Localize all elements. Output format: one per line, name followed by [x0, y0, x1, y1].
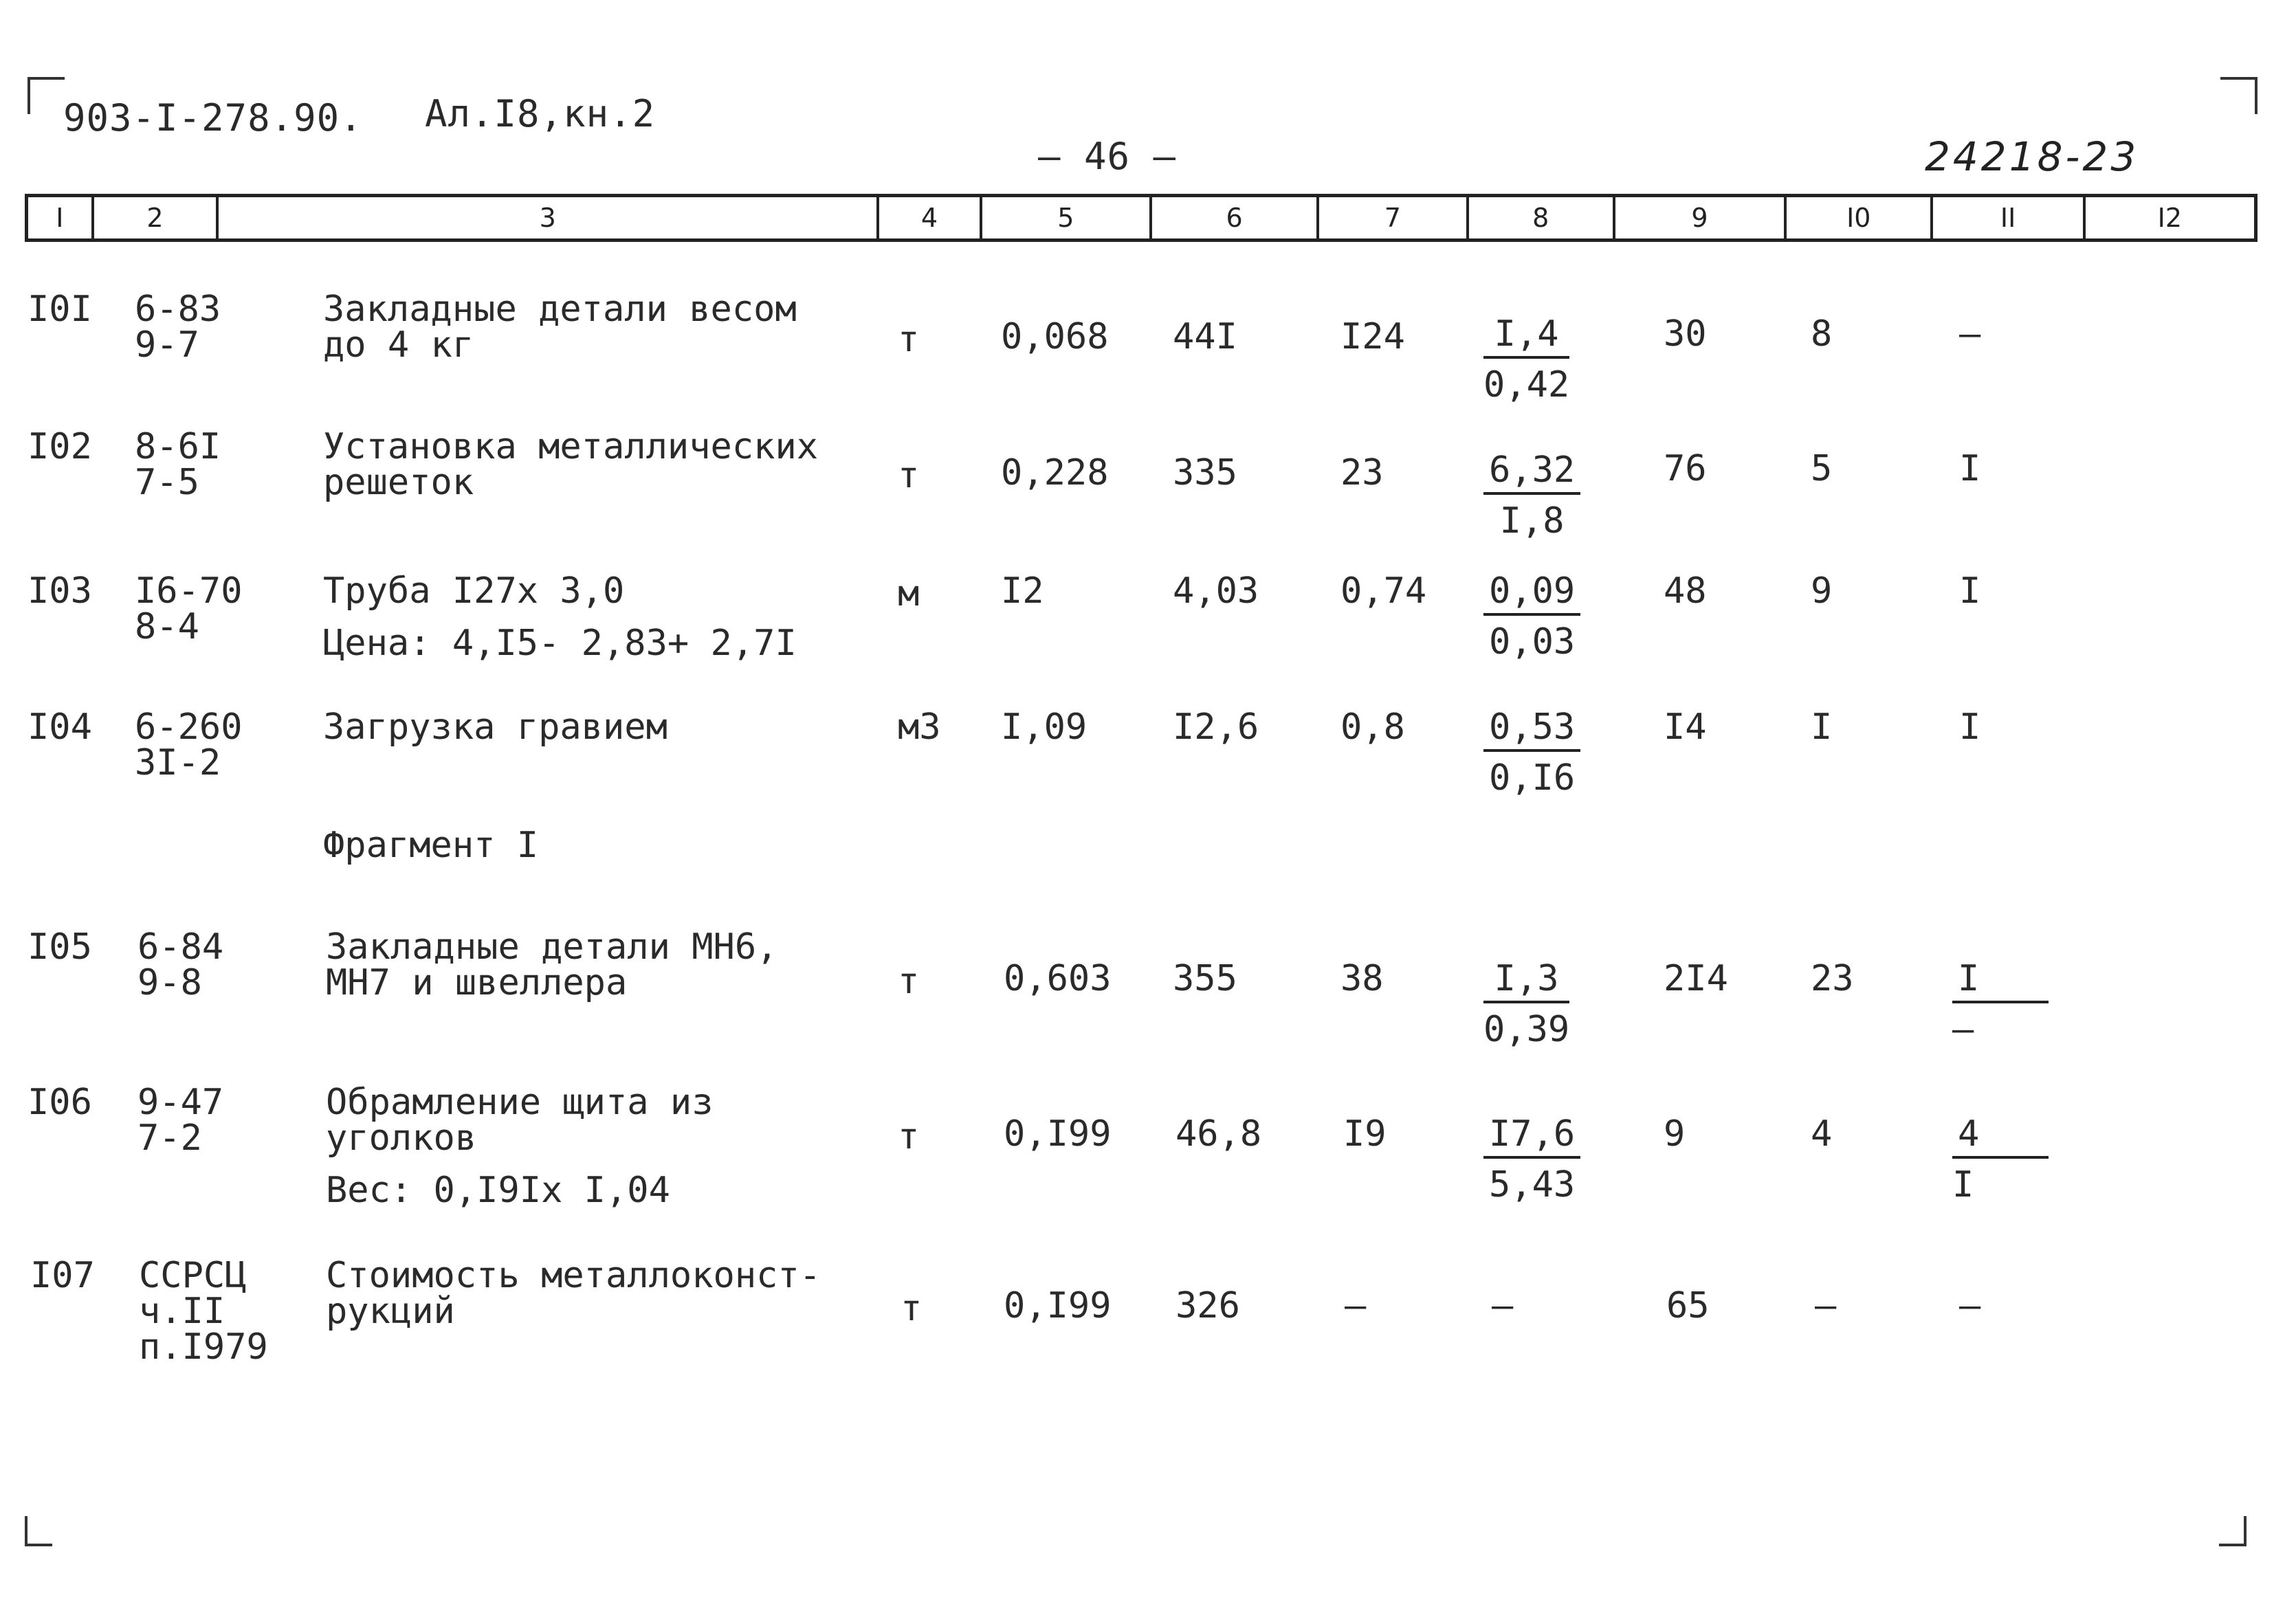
- fraction-numerator: 0,53: [1483, 709, 1580, 752]
- album-reference: Ал.I8,кн.2: [425, 92, 656, 135]
- row-number: I05: [27, 926, 92, 968]
- column-header: 2: [94, 197, 219, 238]
- quantity: 0,068: [1001, 316, 1109, 357]
- page-number: — 46 —: [1038, 135, 1177, 178]
- column-10-value: 9: [1811, 570, 1833, 612]
- unit: т: [898, 455, 920, 496]
- column-10-value: 23: [1811, 958, 1854, 999]
- unit: т: [898, 1116, 920, 1157]
- code-line-1: 6-84: [137, 926, 224, 968]
- column-7-value: 38: [1340, 958, 1384, 999]
- quantity: 0,228: [1001, 452, 1109, 493]
- column-9-value: 76: [1664, 448, 1707, 489]
- work-name-line-1: Закладные детали весом: [323, 289, 797, 330]
- fraction-denominator: 5,43: [1489, 1164, 1576, 1205]
- column-7-value: I9: [1343, 1113, 1387, 1155]
- column-9-value: 65: [1666, 1285, 1710, 1326]
- column-9-value: I4: [1664, 707, 1707, 748]
- column-6-value: 335: [1173, 452, 1237, 493]
- column-6-value: 46,8: [1175, 1113, 1262, 1155]
- column-header: II: [1933, 197, 2085, 238]
- row-number: I03: [27, 570, 92, 612]
- work-name-line-1: Обрамление щита из: [326, 1082, 714, 1123]
- fraction-numerator: 4: [1952, 1116, 2049, 1159]
- unit: м: [898, 573, 920, 614]
- column-header: 6: [1152, 197, 1319, 238]
- quantity: I,09: [1001, 707, 1088, 748]
- work-name-line-2: МН7 и швеллера: [326, 962, 628, 1003]
- work-name-line-1: Установка металлических: [323, 426, 819, 467]
- row-number: I0I: [27, 289, 92, 330]
- quantity: 0,I99: [1004, 1113, 1112, 1155]
- column-11-value: I: [1959, 570, 1981, 612]
- code-line-1: ССРСЦ: [139, 1255, 247, 1296]
- column-6-value: 44I: [1173, 316, 1237, 357]
- corner-mark-bottom-left: [25, 1516, 52, 1546]
- column-9-value: 48: [1664, 570, 1707, 612]
- column-7-value: 0,8: [1340, 707, 1405, 748]
- work-name-line-1: Стоимость металлоконст-: [326, 1255, 821, 1296]
- column-header: I0: [1787, 197, 1933, 238]
- code-line-2: 7-2: [137, 1117, 202, 1159]
- code-line-2: 3I-2: [135, 742, 221, 783]
- fraction-denominator: 0,03: [1489, 621, 1576, 663]
- code-line-2: 9-7: [135, 324, 199, 366]
- column-header: 3: [219, 197, 879, 238]
- column-6-value: I2,6: [1173, 707, 1259, 748]
- code-line-2: 8-4: [135, 606, 199, 647]
- column-7-value: 0,74: [1340, 570, 1427, 612]
- fraction-denominator: 0,42: [1483, 364, 1570, 405]
- column-8-fraction: [1483, 1113, 1580, 1205]
- column-8-value: –: [1492, 1285, 1514, 1326]
- fraction-numerator: I7,6: [1483, 1116, 1580, 1159]
- column-11-value: I: [1959, 707, 1981, 748]
- unit: м3: [898, 707, 941, 748]
- column-6-value: 4,03: [1173, 570, 1259, 612]
- fraction-numerator: I,4: [1483, 316, 1569, 359]
- column-9-value: 9: [1664, 1113, 1686, 1155]
- quantity: 0,I99: [1004, 1285, 1112, 1326]
- corner-mark-bottom-right: [2219, 1516, 2247, 1546]
- work-name-line-2: до 4 кг: [323, 324, 474, 366]
- column-8-fraction: [1483, 449, 1580, 542]
- column-8-fraction: [1483, 570, 1580, 663]
- price-note: Цена: 4,I5- 2,83+ 2,7I: [323, 623, 797, 664]
- row-number: I02: [27, 426, 92, 467]
- column-11-value: –: [1959, 313, 1981, 355]
- column-6-value: 355: [1173, 958, 1237, 999]
- column-10-value: 4: [1811, 1113, 1833, 1155]
- corner-mark-top-left: [27, 77, 65, 114]
- column-header: 7: [1319, 197, 1468, 238]
- column-8-fraction: [1483, 707, 1580, 799]
- fraction-denominator: –: [1952, 1009, 1974, 1050]
- column-11-fraction: [1952, 958, 2049, 1050]
- code-line-1: 9-47: [137, 1082, 224, 1123]
- code-line-1: 6-83: [135, 289, 221, 330]
- column-9-value: 30: [1664, 313, 1707, 355]
- unit: т: [901, 1288, 923, 1329]
- code-line-1: 8-6I: [135, 426, 221, 467]
- fraction-denominator: 0,39: [1483, 1009, 1570, 1050]
- corner-mark-top-right: [2220, 77, 2258, 114]
- code-line-2: ч.II: [139, 1291, 225, 1332]
- document-code: 903-I-278.90.: [63, 96, 363, 140]
- code-line-2: 9-8: [137, 962, 202, 1003]
- column-10-value: –: [1815, 1285, 1837, 1326]
- column-header: 4: [879, 197, 982, 238]
- code-line-3: п.I979: [139, 1326, 268, 1368]
- work-name-line-2: рукций: [326, 1291, 455, 1332]
- code-line-1: 6-260: [135, 707, 243, 748]
- column-7-value: I24: [1340, 316, 1405, 357]
- fragment-label: Фрагмент I: [323, 825, 539, 866]
- column-11-value: –: [1959, 1285, 1981, 1326]
- fraction-denominator: I,8: [1499, 500, 1565, 542]
- column-9-value: 2I4: [1664, 958, 1728, 999]
- row-number: I06: [27, 1082, 92, 1123]
- column-header: 8: [1469, 197, 1615, 238]
- fraction-numerator: I: [1952, 961, 2049, 1003]
- weight-note: Вес: 0,I9Iх I,04: [326, 1170, 670, 1211]
- column-7-value: –: [1345, 1285, 1367, 1326]
- quantity: I2: [1001, 570, 1044, 612]
- work-name-line-2: решеток: [323, 462, 474, 503]
- column-header: I2: [2157, 203, 2183, 233]
- fraction-numerator: 0,09: [1483, 573, 1580, 616]
- column-8-fraction: [1483, 313, 1570, 405]
- row-number: I07: [30, 1255, 95, 1296]
- column-header-row: [25, 194, 2258, 242]
- column-header: 9: [1615, 197, 1787, 238]
- fraction-denominator: 0,I6: [1489, 757, 1576, 799]
- column-10-value: I: [1811, 707, 1833, 748]
- quantity: 0,603: [1004, 958, 1112, 999]
- fraction-numerator: I,3: [1483, 961, 1569, 1003]
- column-header: I: [28, 197, 94, 238]
- column-6-value: 326: [1175, 1285, 1240, 1326]
- column-10-value: 5: [1811, 448, 1833, 489]
- work-name-line-2: уголков: [326, 1117, 477, 1159]
- work-name-line-1: Труба I27х 3,0: [323, 570, 625, 612]
- column-10-value: 8: [1811, 313, 1833, 355]
- fraction-numerator: 6,32: [1483, 452, 1580, 495]
- handwritten-number: 24218-23: [1925, 133, 2139, 180]
- column-11-value: I: [1959, 448, 1981, 489]
- unit: т: [898, 319, 920, 360]
- code-line-2: 7-5: [135, 462, 199, 503]
- code-line-1: I6-70: [135, 570, 243, 612]
- column-7-value: 23: [1340, 452, 1384, 493]
- row-number: I04: [27, 707, 92, 748]
- work-name-line-1: Закладные детали МН6,: [326, 926, 778, 968]
- column-header: 5: [982, 197, 1152, 238]
- column-8-fraction: [1483, 958, 1570, 1050]
- column-11-fraction: [1952, 1113, 2049, 1205]
- work-name-line-1: Загрузка гравием: [323, 707, 667, 748]
- fraction-denominator: I: [1952, 1164, 1974, 1205]
- unit: т: [898, 961, 920, 1002]
